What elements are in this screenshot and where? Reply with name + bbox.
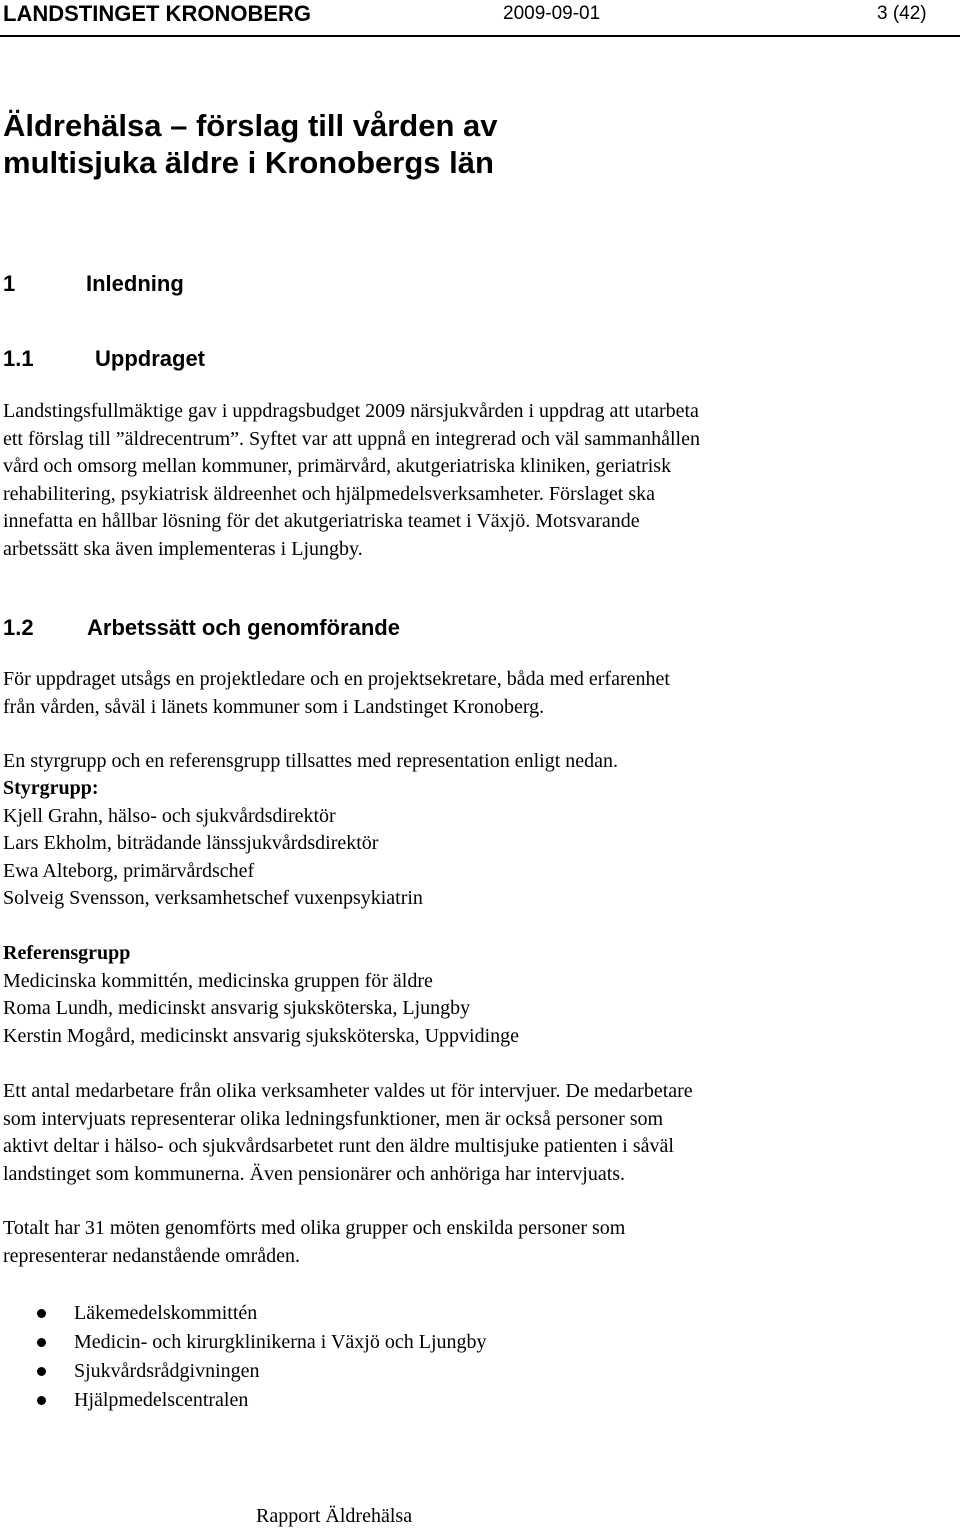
paragraph-line: arbetssätt ska även implementeras i Ljungby. xyxy=(3,537,363,560)
paragraph-line: innefatta en hållbar lösning för det akutgeriatriska teamet i Växjö. Motsvarande xyxy=(3,510,640,532)
document-title-line-1: Äldrehälsa – förslag till vården av xyxy=(3,108,498,143)
paragraph-line: Ett antal medarbetare från olika verksamheter valdes ut för intervjuer. De medarbetare xyxy=(3,1080,693,1102)
paragraph-line: Totalt har 31 möten genomförts med olika grupper och enskilda personer som xyxy=(3,1217,626,1239)
footer-text: Rapport Äldrehälsa xyxy=(256,1505,413,1527)
section-1-1-number: 1.1 xyxy=(3,346,34,371)
meetings-paragraph xyxy=(3,1215,625,1270)
list-item: Sjukvårdsrådgivningen xyxy=(74,1360,260,1382)
steering-group-member: Kjell Grahn, hälso- och sjukvårdsdirektör xyxy=(3,804,336,827)
section-1-2-intro xyxy=(3,666,670,721)
paragraph-line: som intervjuats representerar olika ledningsfunktioner, men är också personer som xyxy=(3,1107,664,1130)
paragraph-line: ett förslag till ”äldrecentrum”. Syftet var att uppnå en integrerad och väl sammanhållen xyxy=(3,427,700,450)
paragraph-line: För uppdraget utsågs en projektledare och en projektsekretare, båda med erfarenhet xyxy=(3,668,670,690)
groups-intro: En styrgrupp och en referensgrupp tillsattes med representation enligt nedan. xyxy=(3,750,618,772)
steering-group-member: Solveig Svensson, verksamhetschef vuxenpsykiatrin xyxy=(3,887,423,909)
paragraph-line: landstinget som kommunerna. Även pensionärer och anhöriga har intervjuats. xyxy=(3,1162,626,1185)
paragraph-line: vård och omsorg mellan kommuner, primärvård, akutgeriatriska kliniken, geriatrisk xyxy=(3,455,672,477)
reference-group-heading: Referensgrupp xyxy=(3,942,131,964)
steering-group-member: Lars Ekholm, biträdande länssjukvårdsdirektör xyxy=(3,832,379,854)
list-item: Medicin- och kirurgklinikerna i Växjö och Ljungby xyxy=(74,1331,487,1353)
section-1-title: Inledning xyxy=(86,271,184,296)
steering-group-member: Ewa Alteborg, primärvårdschef xyxy=(3,859,255,882)
section-1-1-title: Uppdraget xyxy=(95,346,205,371)
steering-group xyxy=(3,775,423,913)
paragraph-line: representerar nedanstående områden. xyxy=(3,1244,301,1267)
header-date: 2009-09-01 xyxy=(503,3,601,24)
bullet-icon xyxy=(37,1338,46,1347)
document-title-line-2: multisjuka äldre i Kronobergs län xyxy=(3,145,494,180)
reference-group-member: Kerstin Mogård, medicinskt ansvarig sjuksköterska, Uppvidinge xyxy=(3,1024,520,1047)
header-rule xyxy=(0,35,960,37)
header-page-number: 3 (42) xyxy=(877,3,927,24)
paragraph-line: Landstingsfullmäktige gav i uppdragsbudget 2009 närsjukvården i uppdrag att utarbeta xyxy=(3,400,699,422)
section-1-number: 1 xyxy=(3,271,16,296)
bullet-icon xyxy=(37,1367,46,1376)
interviews-paragraph xyxy=(3,1078,693,1188)
paragraph-line: aktivt deltar i hälso- och sjukvårdsarbetet runt den äldre multisjuke patienten i såväl xyxy=(3,1135,674,1157)
steering-group-heading: Styrgrupp: xyxy=(3,777,99,799)
list-item: Läkemedelskommittén xyxy=(74,1302,258,1324)
reference-group-member: Roma Lundh, medicinskt ansvarig sjuksköterska, Ljungby xyxy=(3,997,471,1019)
list-item: Hjälpmedelscentralen xyxy=(74,1389,249,1411)
section-1-2-title: Arbetssätt och genomförande xyxy=(87,615,400,640)
paragraph-line: från vården, såväl i länets kommuner som i Landstinget Kronoberg. xyxy=(3,695,545,718)
reference-group xyxy=(3,940,519,1050)
section-1-1-paragraph xyxy=(3,398,700,563)
reference-group-member: Medicinska kommittén, medicinska gruppen för äldre xyxy=(3,969,433,992)
section-1-2-number: 1.2 xyxy=(3,615,34,640)
bullet-icon xyxy=(37,1309,46,1318)
paragraph-line: rehabilitering, psykiatrisk äldreenhet och hjälpmedelsverksamheter. Förslaget ska xyxy=(3,482,656,505)
header-organization: LANDSTINGET KRONOBERG xyxy=(3,1,311,26)
bullet-icon xyxy=(37,1396,46,1405)
